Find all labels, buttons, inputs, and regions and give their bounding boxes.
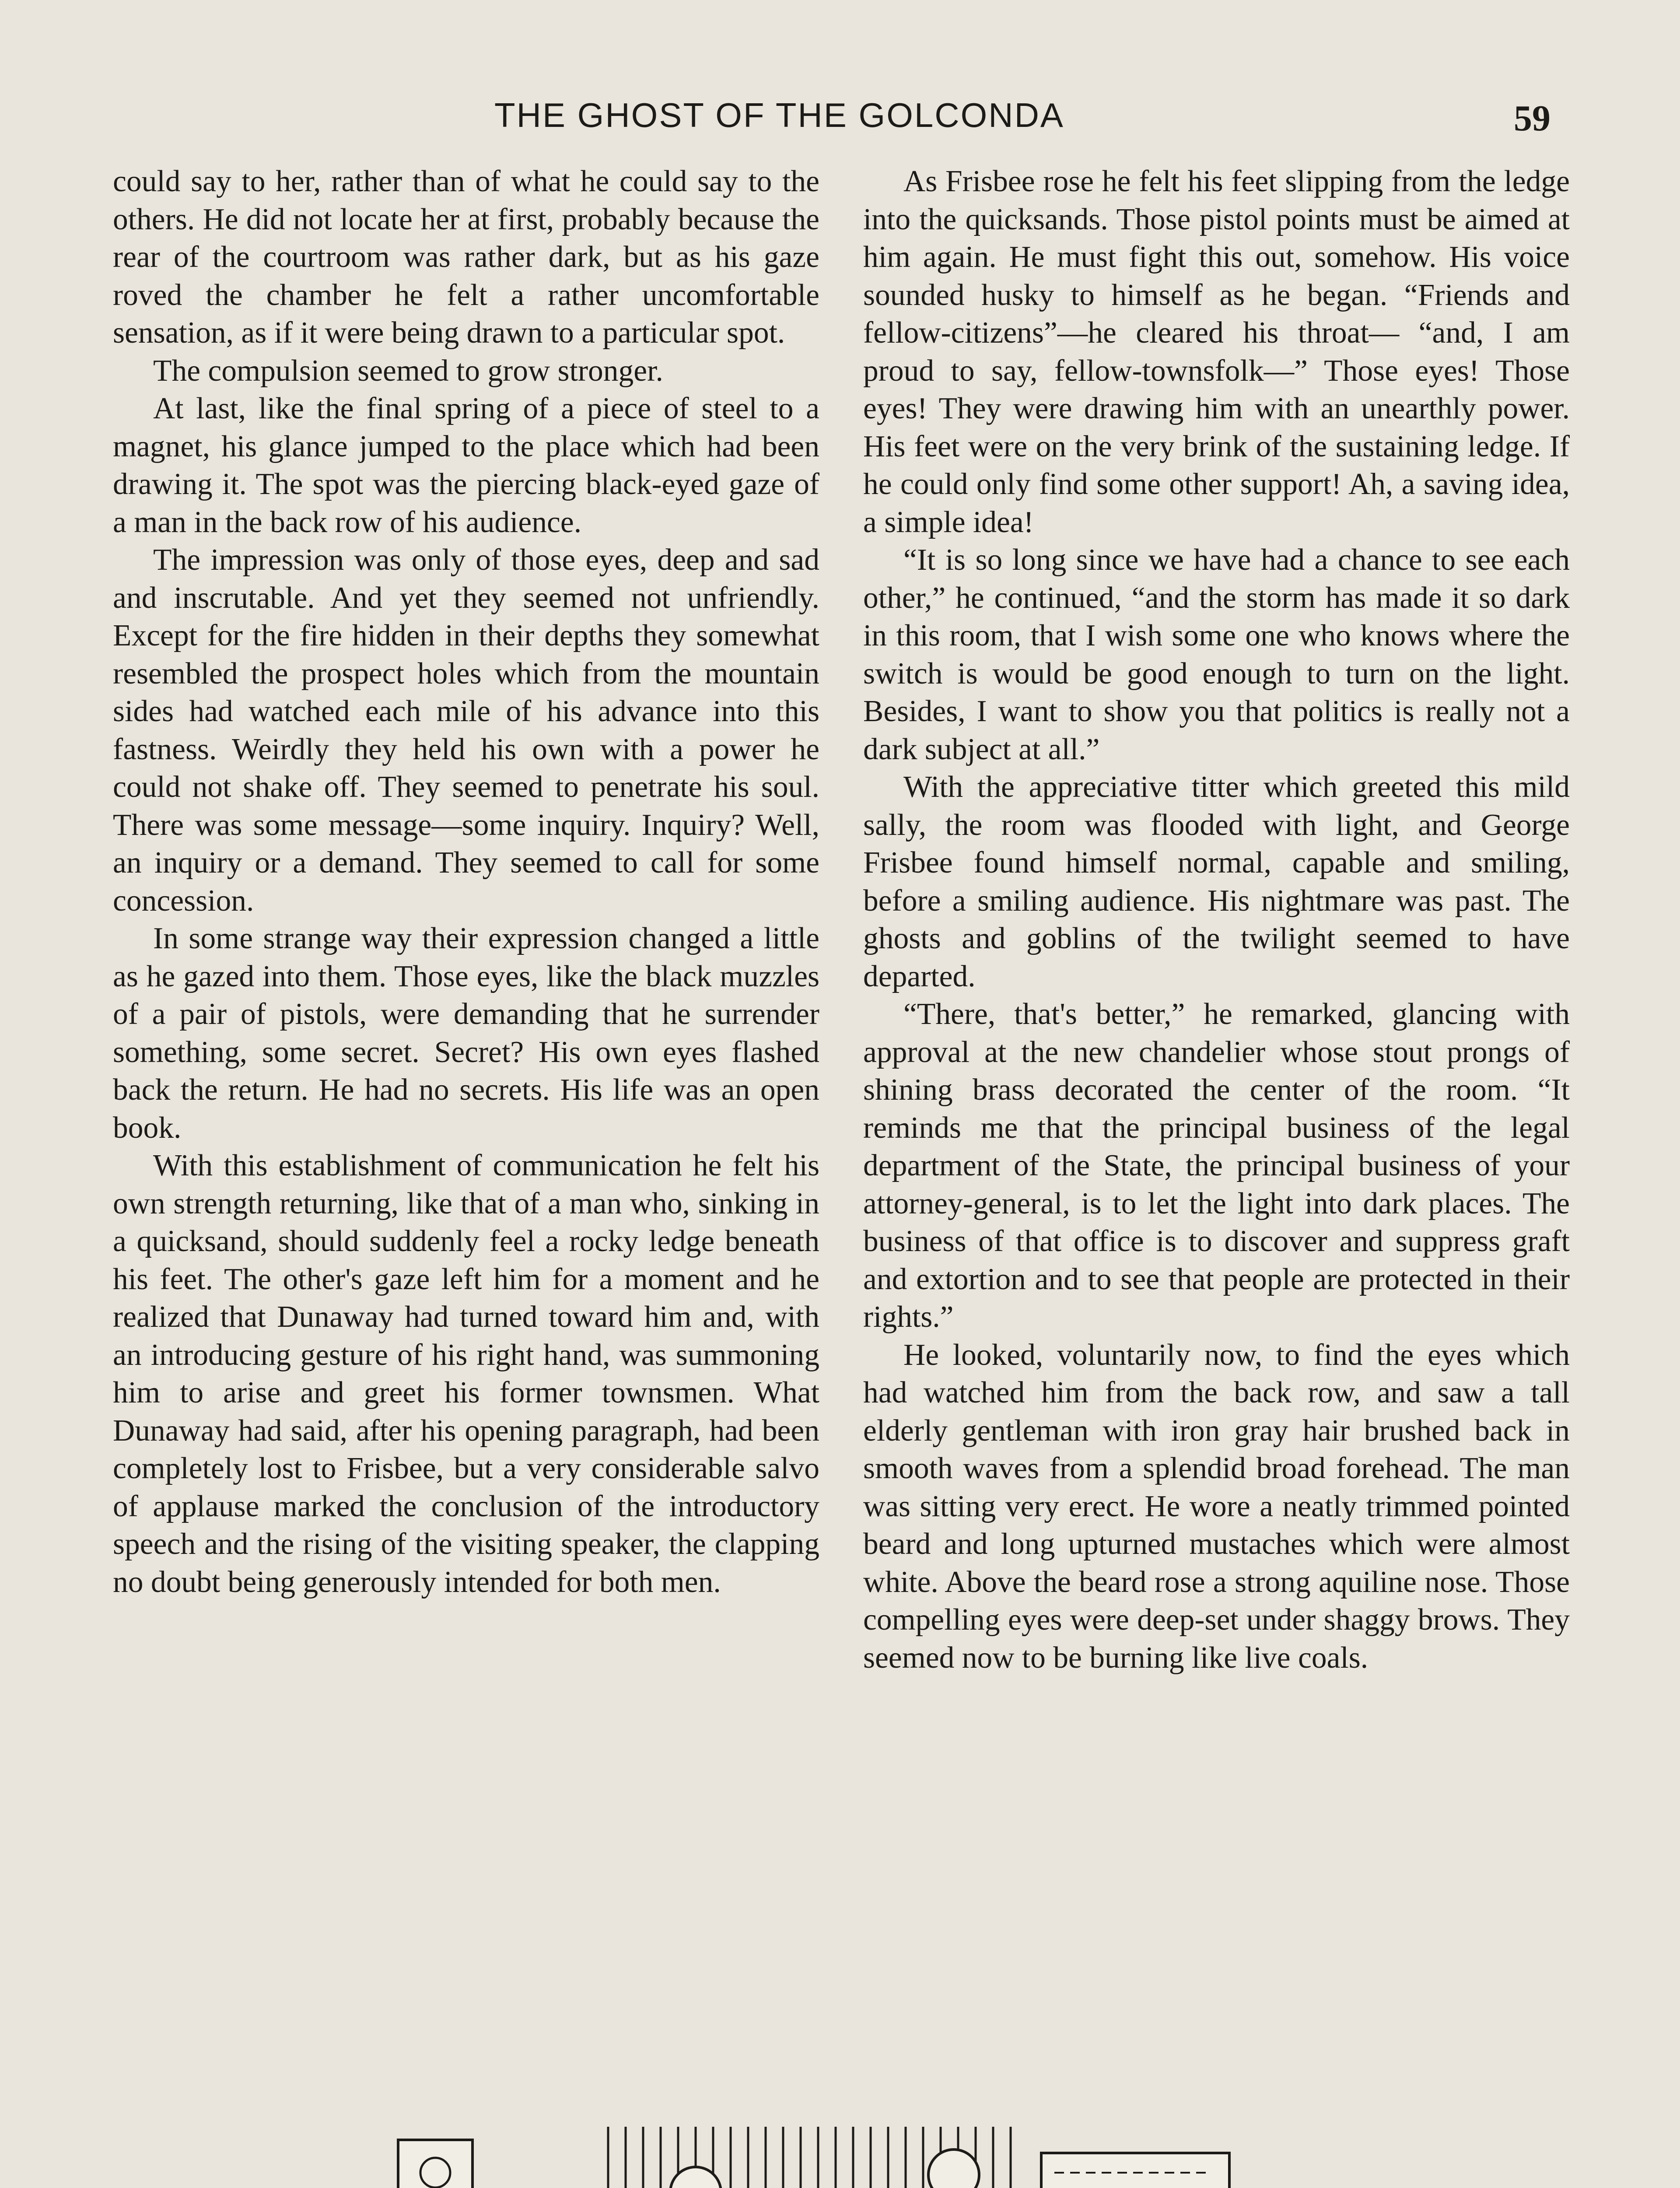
left-text-column [113,163,819,1601]
paragraph: At last, like the final spring of a piece of steel to a magnet, his glance jumped to the place which had been drawing it. The spot was the piercing black-eyed gaze of a man in the back row of his audience. [113,392,819,539]
paragraph: As Frisbee rose he felt his feet slipping from the ledge into the quicksands. Those pistol points must be aimed at him again. He must fight this out, somehow. His voice sounded husky to himself as he began. “Friends and fellow-citizens”—he cleared his throat— “and, I am proud to say, fellow-townsfolk—” Those eyes! Those eyes! They were drawing him with an unearthly power. His feet were on the very brink of the sustaining ledge. If he could only find some other support! Ah, a saving idea, a simple idea! [863,165,1570,539]
right-text-column [863,163,1570,1677]
page-header [0,95,1680,148]
wall-sign [1041,2153,1229,2188]
wall-poster [398,2140,472,2188]
paragraph: “It is so long since we have had a chance to see each other,” he continued, “and the storm has made it so dark in this room, that I wish some one who knows where the switch is would be good enough to turn on the light. Besides, I want to show you that politics is really not a dark subject at all.” [863,543,1570,766]
paragraph: could say to her, rather than of what he could say to the others. He did not locate her at first, probably because the rear of the courtroom was rather dark, but as his gaze roved the chamber he felt a rather uncomfortable sensation, as if it were being drawn to a particular spot. [113,165,819,350]
paragraph: With this establishment of communication he felt his own strength returning, like that of a man who, sinking in a quicksand, should suddenly feel a rocky ledge beneath his feet. The other's gaze left him for a moment and he realized that Dunaway had turned toward him and, with an introducing gesture of his right hand, was summoning him to arise and greet his former townsmen. What Dunaway had said, after his opening paragraph, had been completely lost to Frisbee, but a very considerable salvo of applause marked the conclusion of the introductory speech and the rising of the visiting speaker, the clapping no doubt being generously intended for both men. [113,1149,819,1599]
paragraph: In some strange way their expression changed a little as he gazed into them. Those eyes, like the black muzzles of a pair of pistols, were demanding that he surrender something, some secret. Secret? His own eyes flashed back the return. He had no secrets. His life was an open book. [113,922,819,1145]
paragraph: He looked, voluntarily now, to find the eyes which had watched him from the back row, and saw a tall elderly gentleman with iron gray hair brushed back in smooth waves from a splendid broad forehead. The man was sitting very erect. He wore a neatly trimmed pointed beard and long upturned mustaches which were almost white. Above the beard rose a strong aquiline nose. Those compelling eyes were deep-set under shaggy brows. They seemed now to be burning like live coals. [863,1338,1570,1675]
paragraph: With the appreciative titter which greeted this mild sally, the room was flooded with light, and George Frisbee found himself normal, capable and smiling, before a smiling audience. His nightmare was past. The ghosts and goblins of the twilight seemed to have departed. [863,770,1570,993]
paragraph: “There, that's better,” he remarked, glancing with approval at the new chandelier whose stout prongs of shining brass decorated the center of the room. “It reminds me that the principal business of the legal department of the State, the principal business of your attorney-general, is to let the light into dark places. The business of that office is to discover and suppress graft and extortion and to see that people are protected in their rights.” [863,997,1570,1334]
paragraph: The impression was only of those eyes, deep and sad and inscrutable. And yet they seemed not unfriendly. Except for the fire hidden in their depths they somewhat resembled the prospect holes which from the mountain sides had watched each mile of his advance into this fastness. Weirdly they held his own with a power he could not shake off. They seemed to penetrate his soul. There was some message—some inquiry. Inquiry? Well, an inquiry or a demand. They seemed to call for some concession. [113,543,819,918]
paragraph: The compulsion seemed to grow stronger. [153,354,663,388]
running-title: THE GHOST OF THE GOLCONDA [494,96,1064,134]
standing-figures [643,2149,1011,2188]
courtroom-illustration [118,2127,1562,2188]
page-number: 59 [1514,98,1550,139]
